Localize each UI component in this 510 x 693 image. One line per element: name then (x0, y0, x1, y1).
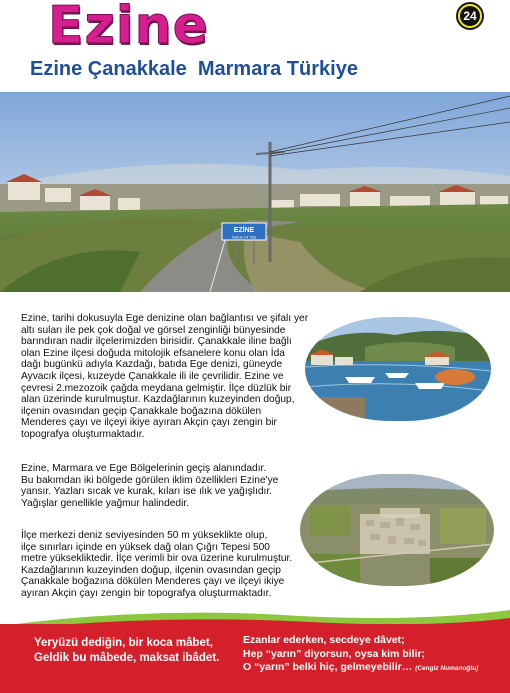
text-line: metre yüksekliktedir. İlçe verimli bir ova üzerine kurulmuştur. (21, 553, 293, 565)
text-line: ilçenin ovasından geçip Çanakkale boğazına dökülen (21, 405, 262, 417)
text-line: Kazdağlarının kuzeyinden doğup, ilçenin ovasından geçip (21, 564, 281, 576)
hero-photo-road (0, 92, 510, 292)
verse-line-with-attribution (243, 661, 478, 676)
text-line: altı suları ile pek çok doğal ve görsel zenginliği bünyesinde (21, 324, 286, 336)
road-sign-subtext: Nufus 14 763 (232, 234, 256, 240)
road-sign-name: EZİNE (233, 227, 255, 234)
text-line: dağı bugünkü adıyla Kazdağı, batıda Ege denizi, güneyde (21, 359, 283, 371)
text-line: alan üzerinde kurulmuştur. Kazdağlarının kuzeyinden doğup, (21, 394, 295, 406)
verse-left (34, 636, 219, 666)
poem-attribution: (Cengiz Numanoğlu) (415, 665, 479, 672)
aerial-photo (300, 474, 494, 586)
verse-line: O “yarın” belki hiç, gelmeyebilir… (243, 661, 413, 673)
text-line: Çanakkale boğazına dökülen Menderes çayı ve ilçeyi ikiye (21, 576, 285, 588)
page-number: 24 (460, 6, 480, 26)
text-line: Yağışlar genellikle yağmur halindedir. (21, 497, 189, 509)
text-line: olan Ezine ilçesi doğuda mitolojik efsanelere konu olan İda (21, 347, 285, 359)
paragraph-climate (21, 463, 278, 509)
text-line: ayıran Akçin çayı zengin bir topografya oluşturmaktadır. (21, 587, 272, 599)
verse-line: Yeryüzü dediğin, bir koca mâbet, (34, 637, 213, 649)
text-line: Ezine, Marmara ve Ege Bölgelerinin geçiş alanındadır. (21, 463, 267, 474)
verse-line: Ezanlar ederken, secdeye dâvet; (243, 634, 405, 646)
text-line: İlçe merkezi deniz seviyesinden 50 m yükseklikte olup, (21, 530, 268, 541)
text-line: çevresi 2.mezozoik çağda meydana gelmiştir. İlçe düzlük bir (21, 382, 292, 394)
text-line: yansır. Yazları sıcak ve kurak, kıları ise ılık ve yağışlıdır. (21, 486, 273, 498)
page-number-badge (456, 2, 484, 30)
verse-line: Geldik bu mâbede, maksat ibâdet. (34, 652, 220, 664)
page-title: Ezine (48, 0, 209, 56)
harbor-photo (305, 317, 491, 421)
harbor-illustration (305, 317, 491, 421)
road-illustration (0, 92, 510, 292)
text-line: barındıran nadir ilçelerimizden birisidir. Çanakkale iline bağlı (21, 336, 292, 348)
text-line: Ezine, tarihi dokusuyla Ege denizine olan bağlantısı ve şifalı yer (21, 313, 309, 324)
verse-line: Hep “yarın” diyorsun, oysa kim bilir; (243, 647, 426, 660)
verse-right (243, 634, 478, 676)
text-line: Menderes çayı ve ilçeyi ikiye ayıran Akçin çayı zengin bir (21, 417, 277, 429)
aerial-illustration (300, 474, 494, 586)
text-line: ilçe sınırları içinde en yüksek dağ olan Çığrı Tepesi 500 (21, 541, 270, 553)
text-line: Ayvacık ilçesi, kuzeyde Çanakkale ili ile çevrilidir. Ezine ve (21, 370, 284, 382)
text-line: Bu bakımdan iki bölgede görülen iklim özellikleri Ezine'ye (21, 474, 279, 486)
text-line: topografya oluşturmaktadır. (21, 428, 145, 440)
paragraph-intro (21, 313, 308, 441)
page-subtitle: Ezine Çanakkale Marmara Türkiye (30, 58, 358, 80)
paragraph-geography (21, 530, 292, 600)
